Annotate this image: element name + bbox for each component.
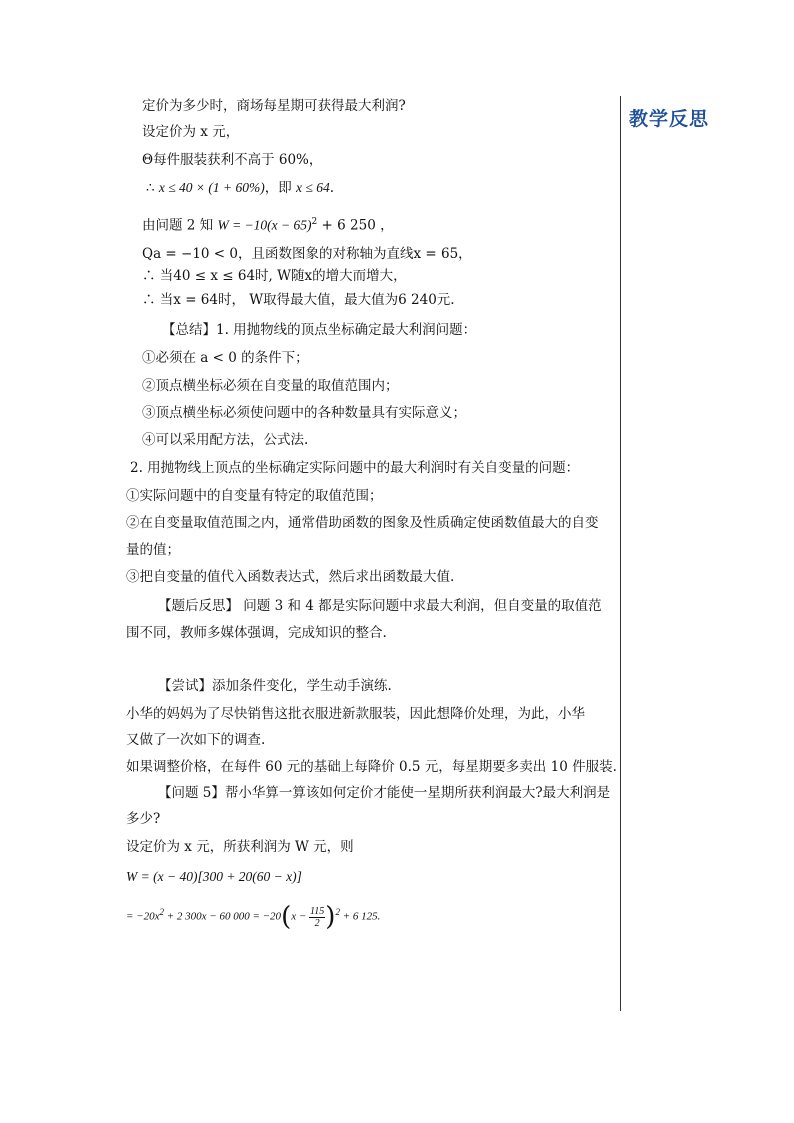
text-fragment: 由问题 2 知 <box>142 217 218 234</box>
superscript: 2 <box>311 217 318 227</box>
text-line: 小华的妈妈为了尽快销售这批衣服进新款服装，因此想降价处理，为此，小华 <box>126 706 585 722</box>
list-item: ①实际问题中的自变量有特定的取值范围； <box>126 488 383 504</box>
vertex-form-equation <box>126 902 381 933</box>
teaching-reflection-title: 教学反思 <box>629 108 710 130</box>
expr-fragment: + 2 300x − 60 000 = −20 <box>163 910 282 923</box>
superscript: 2 <box>335 907 340 917</box>
summary-point-2: 2. 用抛物线上顶点的坐标确定实际问题中的最大利润时有关自变量的问题： <box>130 460 580 476</box>
list-item: ③顶点横坐标必须使问题中的各种数量具有实际意义； <box>142 405 466 421</box>
text-line: 围不同，教师多媒体强调，完成知识的整合. <box>126 625 387 641</box>
text-line: Qa = −10 < 0，且函数图象的对称轴为直线x = 65， <box>142 246 472 262</box>
list-item: ②顶点横坐标必须在自变量的取值范围内； <box>142 378 399 394</box>
text-line: 量的值； <box>126 542 180 558</box>
inequality: x ≤ 40 × (1 + 60%) <box>158 180 265 195</box>
text-line: Θ每件服装获利不高于 60%， <box>142 152 323 168</box>
try-heading: 【尝试】添加条件变化，学生动手演练. <box>158 678 392 694</box>
text-line: 设定价为 x 元，所获利润为 W 元，则 <box>126 839 354 855</box>
list-item: ②在自变量取值范围之内，通常借助函数的图象及性质确定使函数值最大的自变 <box>126 515 599 531</box>
text-fragment: + 6 250 ， <box>317 217 394 234</box>
summary-heading: 【总结】1. 用抛物线的顶点坐标确定最大利润问题： <box>162 322 477 338</box>
reflection-paragraph: 【题后反思】 问题 3 和 4 都是实际问题中求最大利润，但自变量的取值范 <box>158 598 602 614</box>
list-item: ③把自变量的值代入函数表达式，然后求出函数最大值. <box>126 569 455 585</box>
math-line-condition <box>146 178 334 198</box>
text-fragment: ，即 <box>264 180 297 196</box>
expr-fragment: x − <box>291 910 307 923</box>
list-item: ④可以采用配方法，公式法. <box>142 432 309 448</box>
expr-fragment: = −20x <box>126 910 160 923</box>
numerator: 115 <box>310 905 325 917</box>
text-line: 多少? <box>126 811 161 827</box>
text-line: 如果调整价格，在每件 60 元的基础上每降价 0.5 元，每星期要多卖出 10 件服装. <box>126 759 617 775</box>
text-line: ∴ 当40 ≤ x ≤ 64时, W随x的增大而增大， <box>142 268 407 284</box>
list-item: ①必须在 a < 0 的条件下； <box>142 350 309 366</box>
superscript: 2 <box>159 907 164 917</box>
denominator: 2 <box>314 917 320 929</box>
fraction <box>309 906 325 929</box>
text-line: 又做了一次如下的调查. <box>126 732 266 748</box>
text-line: ∴ 当x = 64时， W取得最大值，最大值为6 240元. <box>142 292 455 308</box>
text-line: 设定价为 x 元， <box>142 124 240 140</box>
profit-equation: W = (x − 40)[300 + 20(60 − x)] <box>126 869 302 884</box>
expr-fragment: + 6 125. <box>339 910 381 923</box>
left-paren: ( <box>281 902 292 933</box>
inequality-result: x ≤ 64 <box>296 180 330 195</box>
column-divider <box>620 96 621 1011</box>
math-line-function <box>142 212 394 236</box>
text-line: 定价为多少时，商场每星期可获得最大利润? <box>142 98 406 114</box>
therefore-symbol: ∴ <box>146 180 159 196</box>
function-expression: W = −10(x − 65) <box>217 217 312 233</box>
period: . <box>329 180 334 196</box>
right-paren: ) <box>325 902 336 933</box>
problem-5-heading: 【问题 5】帮小华算一算该如何定价才能使一星期所获利润最大?最大利润是 <box>158 785 611 801</box>
